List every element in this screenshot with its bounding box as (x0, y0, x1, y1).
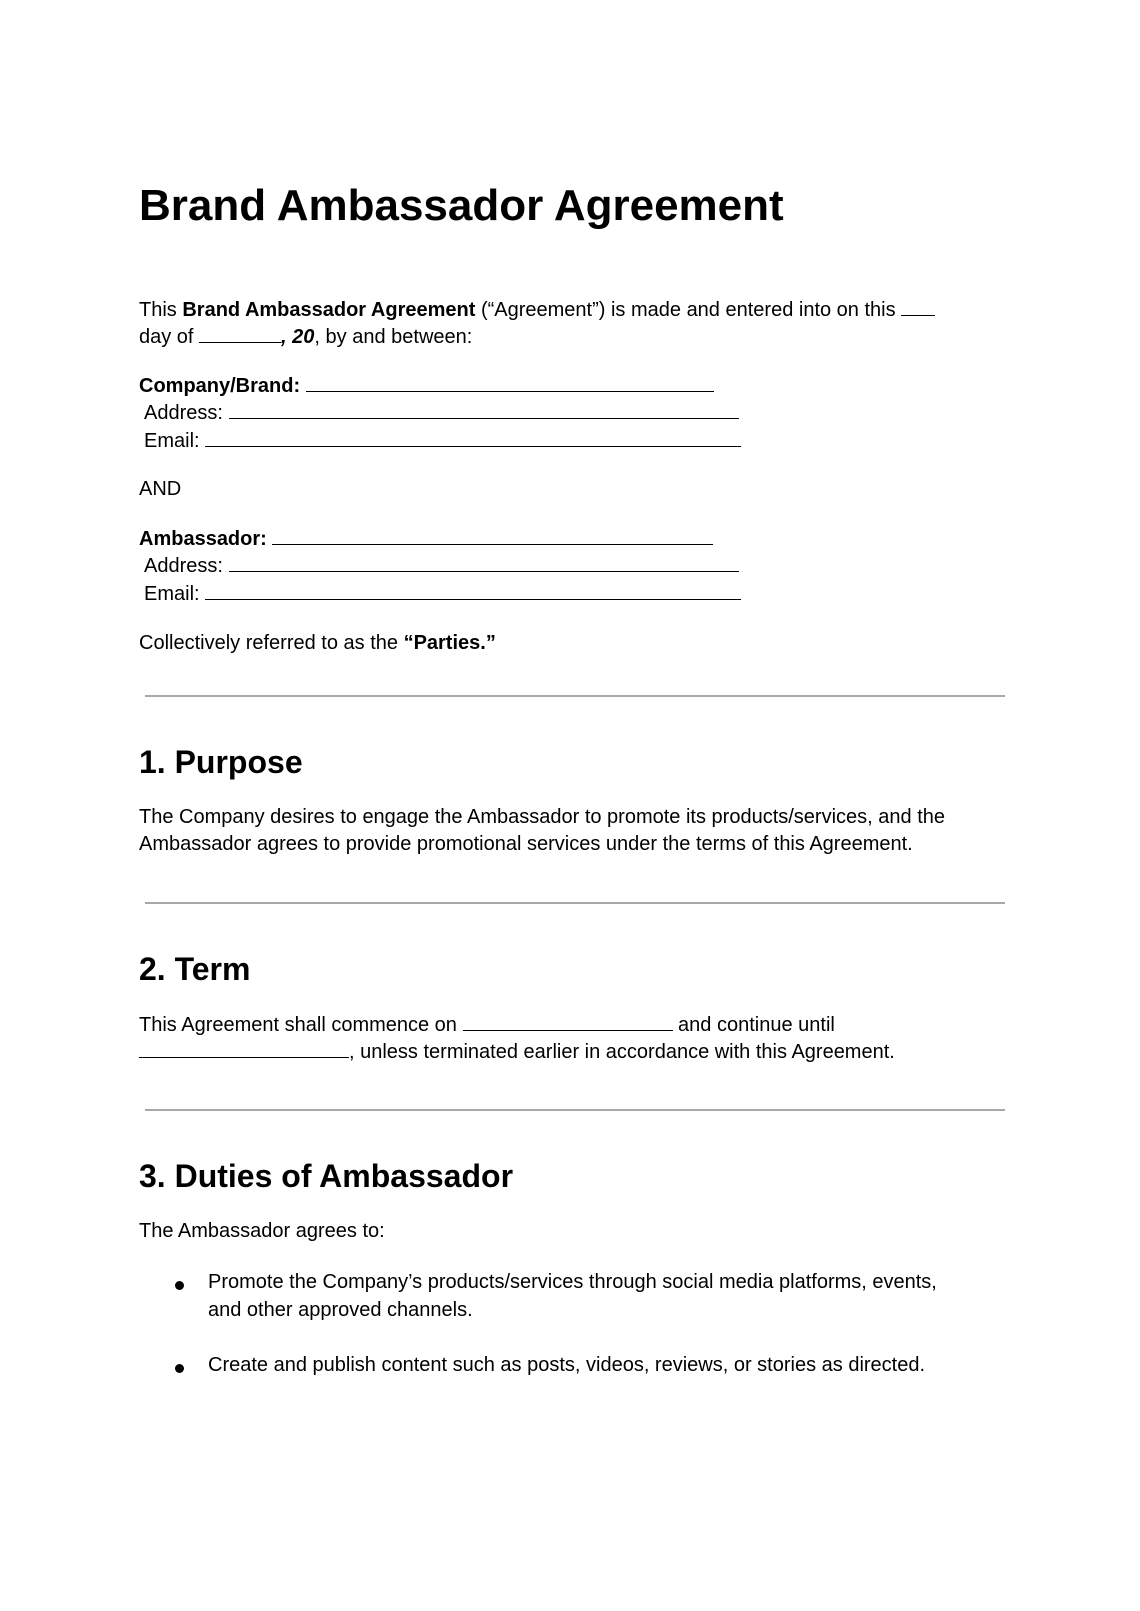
company-address-label: Address: (144, 402, 223, 424)
section-divider (145, 1109, 1005, 1111)
ambassador-address-blank[interactable] (229, 551, 739, 572)
purpose-line-2: Ambassador agrees to provide promotional services under the terms of this Agreement. (139, 833, 913, 855)
company-email-line (144, 426, 741, 455)
ambassador-address-line (144, 551, 739, 580)
comma: , (281, 326, 287, 348)
intro-line-1 (139, 295, 935, 324)
term-line-2 (139, 1037, 895, 1066)
company-address-line (144, 398, 739, 427)
intro-text: This (139, 299, 183, 321)
term-text: This Agreement shall commence on (139, 1014, 463, 1036)
year-prefix: 20 (292, 326, 315, 348)
ambassador-label: Ambassador: (139, 528, 267, 550)
ambassador-blank[interactable] (272, 524, 713, 545)
company-line (139, 371, 714, 400)
term-text: and continue until (672, 1014, 835, 1036)
purpose-heading: 1. Purpose (139, 744, 303, 780)
duties-bullet-2-line-1: Create and publish content such as posts, videos, reviews, or stories as directed. (208, 1354, 926, 1376)
term-line-1 (139, 1010, 835, 1039)
term-text: , unless terminated earlier in accordance with this Agreement. (349, 1041, 895, 1063)
ambassador-email-line (144, 579, 741, 608)
day-blank[interactable] (901, 295, 935, 316)
company-email-label: Email: (144, 430, 200, 452)
ambassador-address-label: Address: (144, 555, 223, 577)
agreement-name: Brand Ambassador Agreement (182, 299, 476, 321)
company-blank[interactable] (306, 371, 714, 392)
end-date-blank[interactable] (139, 1037, 349, 1058)
collective-text: Collectively referred to as the (139, 632, 404, 654)
collective-line (139, 629, 496, 657)
company-label: Company/Brand: (139, 375, 301, 397)
bullet-dot-icon (175, 1364, 184, 1373)
ambassador-email-blank[interactable] (205, 579, 741, 600)
intro-text: day of (139, 326, 200, 348)
duties-heading: 3. Duties of Ambassador (139, 1158, 514, 1194)
duties-intro: The Ambassador agrees to: (139, 1220, 385, 1242)
intro-text: , by and between: (314, 326, 473, 348)
section-divider (145, 695, 1005, 697)
company-address-blank[interactable] (229, 398, 739, 419)
document-title: Brand Ambassador Agreement (139, 181, 784, 230)
purpose-line-1: The Company desires to engage the Ambassador to promote its products/services, and the (139, 806, 945, 828)
and-text: AND (139, 478, 182, 500)
ambassador-email-label: Email: (144, 583, 200, 605)
parties-term: “Parties.” (403, 632, 496, 654)
intro-text: (“Agreement”) is made and entered into on this (475, 299, 902, 321)
section-divider (145, 902, 1005, 904)
company-email-blank[interactable] (205, 426, 741, 447)
month-blank[interactable] (199, 322, 281, 343)
duties-bullet-1-line-2: and other approved channels. (208, 1299, 473, 1321)
duties-bullet-1-line-1: Promote the Company’s products/services through social media platforms, events, (208, 1271, 937, 1293)
bullet-dot-icon (175, 1281, 184, 1290)
start-date-blank[interactable] (463, 1010, 673, 1031)
ambassador-line (139, 524, 713, 553)
intro-line-2 (139, 322, 472, 351)
term-heading: 2. Term (139, 951, 251, 987)
